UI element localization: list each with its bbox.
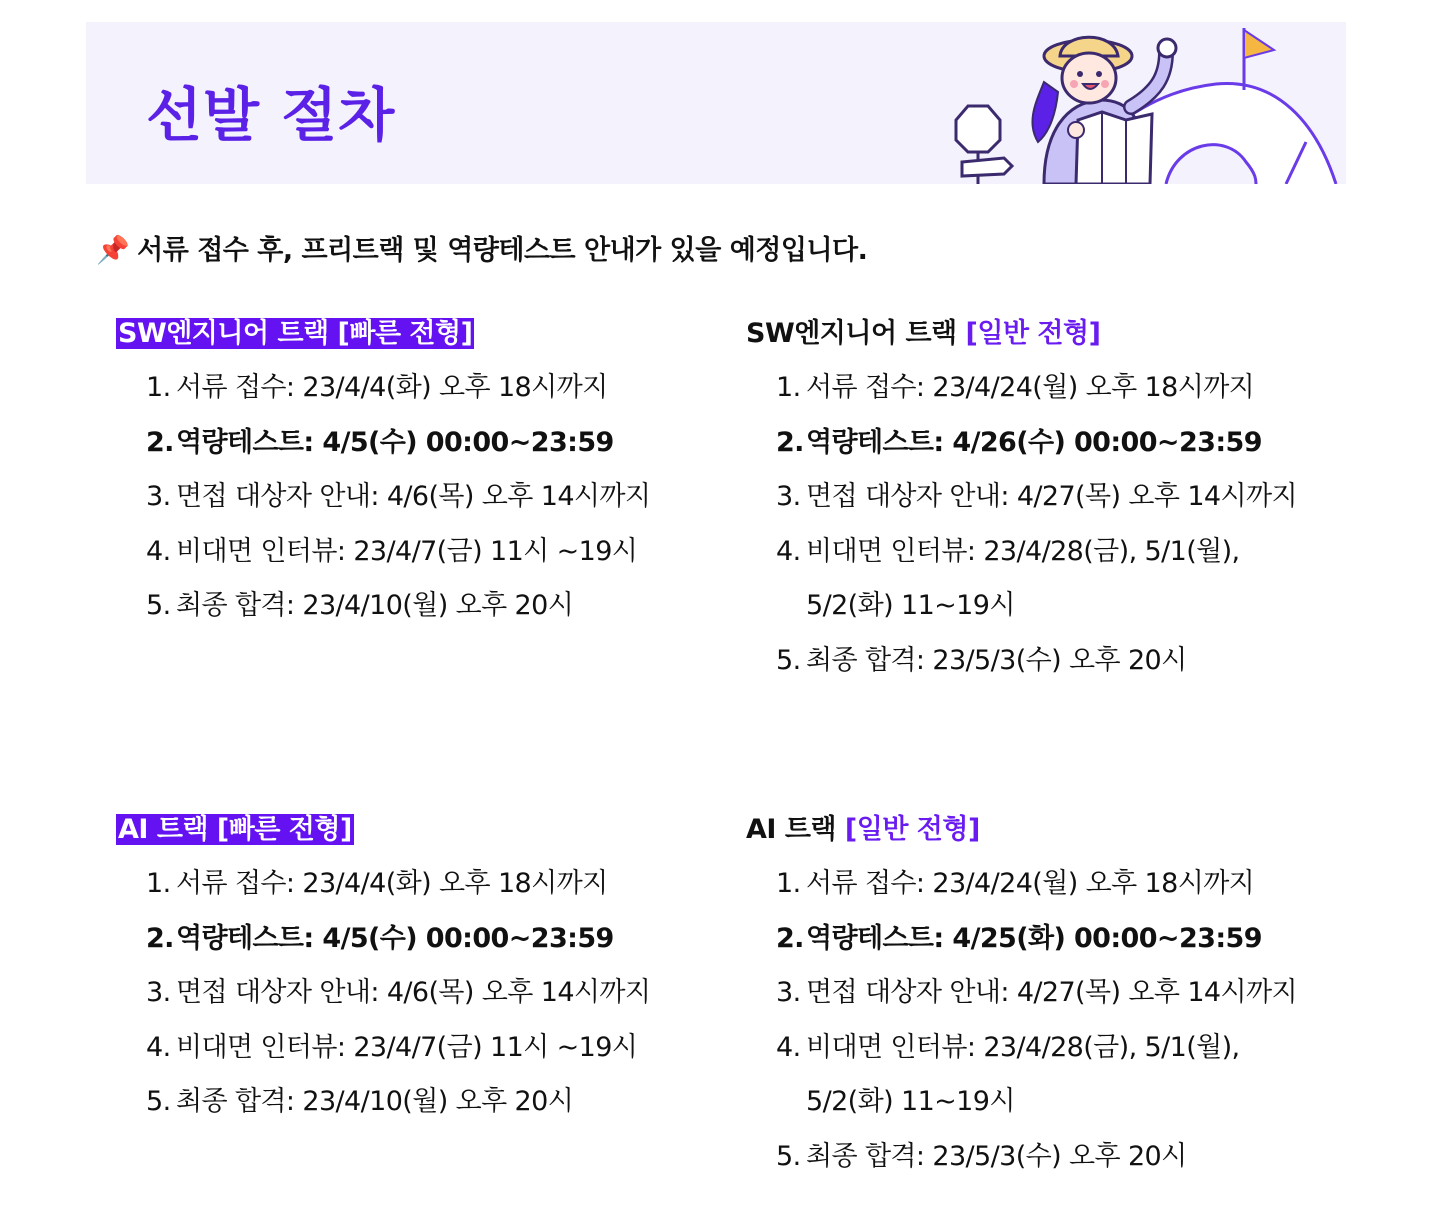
notice-line xyxy=(96,228,867,267)
step-item: 2.역량테스트: 4/5(수) 00:00~23:59 xyxy=(146,922,614,954)
step-item: 2.역량테스트: 4/5(수) 00:00~23:59 xyxy=(146,426,614,458)
step-item: 4. 비대면 인터뷰: 23/4/28(금), 5/1(월), xyxy=(776,1031,1240,1063)
track-title-highlight: AI 트랙 [빠른 전형] xyxy=(118,814,352,845)
track-sw-general xyxy=(746,314,1297,688)
track-title: SW엔지니어 트랙 [일반 전형] xyxy=(746,318,1101,349)
track-title-tag: [일반 전형] xyxy=(965,318,1101,349)
step-item: 1. 서류 접수: 23/4/4(화) 오후 18시까지 xyxy=(146,372,608,403)
step-item: 5. 최종 합격: 23/4/10(월) 오후 20시 xyxy=(146,1086,574,1117)
step-list xyxy=(746,361,1297,688)
track-title: AI 트랙 [일반 전형] xyxy=(746,814,980,845)
step-item: 3. 면접 대상자 안내: 4/27(목) 오후 14시까지 xyxy=(776,481,1297,512)
step-list xyxy=(116,361,650,634)
track-ai-general xyxy=(746,810,1297,1184)
step-item: 2.역량테스트: 4/26(수) 00:00~23:59 xyxy=(776,426,1262,458)
track-title-highlight: SW엔지니어 트랙 [빠른 전형] xyxy=(118,318,473,349)
track-title xyxy=(116,810,650,850)
page-title: 선발 절차 xyxy=(146,81,396,149)
step-item: 4. 비대면 인터뷰: 23/4/28(금), 5/1(월), xyxy=(776,535,1240,567)
step-item: 4. 비대면 인터뷰: 23/4/7(금) 11시 ~19시 xyxy=(146,535,638,567)
track-title-tag: [일반 전형] xyxy=(844,814,980,845)
step-item: 3. 면접 대상자 안내: 4/27(목) 오후 14시까지 xyxy=(776,977,1297,1008)
pushpin-icon: 📌 xyxy=(96,235,130,266)
track-sw-fast xyxy=(116,314,650,634)
step-item: 2.역량테스트: 4/25(화) 00:00~23:59 xyxy=(776,922,1262,954)
step-item: 3. 면접 대상자 안내: 4/6(목) 오후 14시까지 xyxy=(146,977,651,1008)
step-item-continuation: 5/2(화) 11~19시 xyxy=(806,1086,1015,1117)
step-item: 1. 서류 접수: 23/4/24(월) 오후 18시까지 xyxy=(776,372,1255,403)
step-item-continuation: 5/2(화) 11~19시 xyxy=(806,590,1015,621)
step-item: 1. 서류 접수: 23/4/4(화) 오후 18시까지 xyxy=(146,868,608,899)
step-item: 1. 서류 접수: 23/4/24(월) 오후 18시까지 xyxy=(776,868,1255,899)
step-item: 5. 최종 합격: 23/5/3(수) 오후 20시 xyxy=(776,644,1187,676)
step-list xyxy=(746,857,1297,1184)
notice-text: 서류 접수 후, 프리트랙 및 역량테스트 안내가 있을 예정입니다. xyxy=(137,235,868,266)
step-item: 4. 비대면 인터뷰: 23/4/7(금) 11시 ~19시 xyxy=(146,1031,638,1063)
track-title xyxy=(116,314,650,354)
step-item: 5. 최종 합격: 23/5/3(수) 오후 20시 xyxy=(776,1140,1187,1172)
track-ai-fast xyxy=(116,810,650,1130)
explorer-illustration xyxy=(926,22,1346,184)
step-item: 3. 면접 대상자 안내: 4/6(목) 오후 14시까지 xyxy=(146,481,651,512)
header-banner xyxy=(86,22,1346,184)
step-list xyxy=(116,857,650,1130)
step-item: 5. 최종 합격: 23/4/10(월) 오후 20시 xyxy=(146,590,574,621)
